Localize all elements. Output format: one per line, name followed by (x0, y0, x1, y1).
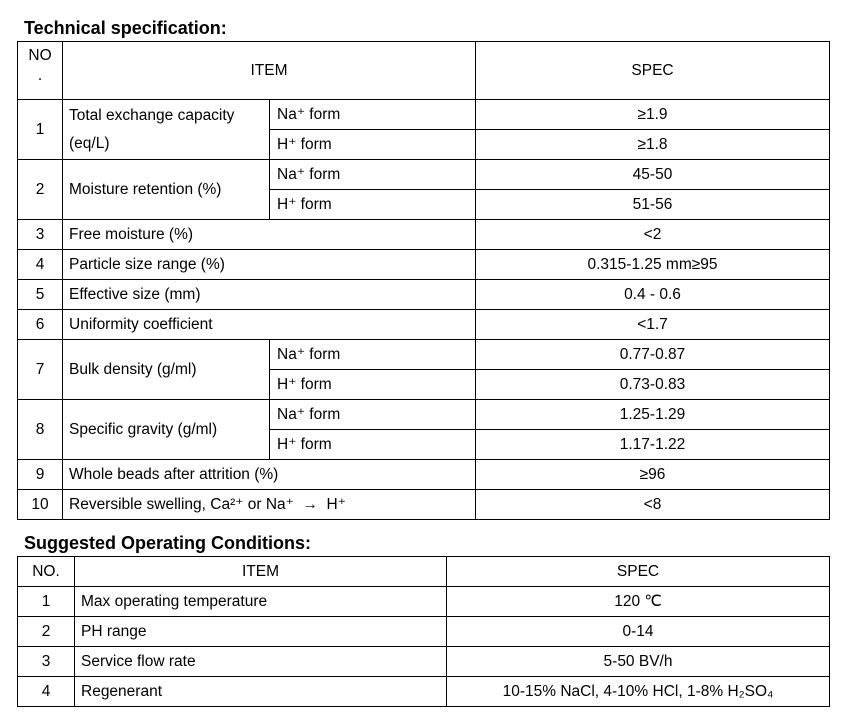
table-row (18, 220, 830, 250)
row-spec: 10-15% NaCl, 4-10% HCl, 1-8% H₂SO₄ (447, 677, 830, 707)
operating-conditions-table (17, 556, 830, 707)
row-no: 2 (18, 160, 63, 220)
row-spec: 0.315-1.25 mm≥95 (476, 250, 830, 280)
row-spec: 45-50 (476, 160, 830, 190)
row-spec: 5-50 BV/h (447, 647, 830, 677)
table-row (18, 340, 830, 370)
header-no: NO. (18, 557, 75, 587)
row-spec: 0.77-0.87 (476, 340, 830, 370)
row-spec: 120 ℃ (447, 587, 830, 617)
row-no: 7 (18, 340, 63, 400)
row-no: 8 (18, 400, 63, 460)
row-no: 10 (18, 490, 63, 520)
row-item: Uniformity coefficient (63, 310, 476, 340)
row-no: 5 (18, 280, 63, 310)
operating-conditions-title: Suggested Operating Conditions: (24, 533, 311, 553)
table-row (18, 647, 830, 677)
row-spec: 1.25-1.29 (476, 400, 830, 430)
row-item: Max operating temperature (75, 587, 447, 617)
row-no: 3 (18, 220, 63, 250)
row-form: Na⁺ form (270, 160, 476, 190)
row-spec: ≥96 (476, 460, 830, 490)
header-item: ITEM (75, 557, 447, 587)
table-header-row (18, 557, 830, 587)
row-item: PH range (75, 617, 447, 647)
table-row (18, 310, 830, 340)
table-row (18, 677, 830, 707)
row-item: Total exchange capacity (eq/L) (63, 100, 270, 160)
row-item: Effective size (mm) (63, 280, 476, 310)
row-no: 3 (18, 647, 75, 677)
row-spec: ≥1.8 (476, 130, 830, 160)
row-item: Regenerant (75, 677, 447, 707)
row-no: 1 (18, 587, 75, 617)
tech-spec-title: Technical specification: (24, 18, 227, 38)
row-spec: 51-56 (476, 190, 830, 220)
row-spec: <8 (476, 490, 830, 520)
row-form: Na⁺ form (270, 340, 476, 370)
header-item: ITEM (63, 42, 476, 100)
row-form: H⁺ form (270, 190, 476, 220)
row-spec: <2 (476, 220, 830, 250)
table-row (18, 617, 830, 647)
row-no: 4 (18, 677, 75, 707)
row-item: Service flow rate (75, 647, 447, 677)
row-item: Reversible swelling, Ca²⁺ or Na⁺ → H⁺ (63, 490, 476, 520)
table-row (18, 587, 830, 617)
row-item: Free moisture (%) (63, 220, 476, 250)
table-row (18, 490, 830, 520)
header-no: NO . (18, 42, 63, 100)
row-no: 9 (18, 460, 63, 490)
row-no: 2 (18, 617, 75, 647)
table-row (18, 250, 830, 280)
row-no: 4 (18, 250, 63, 280)
row-spec: 1.17-1.22 (476, 430, 830, 460)
row-item: Whole beads after attrition (%) (63, 460, 476, 490)
row-form: Na⁺ form (270, 400, 476, 430)
table-row (18, 280, 830, 310)
row-form: H⁺ form (270, 370, 476, 400)
row-item: Bulk density (g/ml) (63, 340, 270, 400)
table-row (18, 400, 830, 430)
row-form: H⁺ form (270, 430, 476, 460)
row-no: 6 (18, 310, 63, 340)
header-spec: SPEC (476, 42, 830, 100)
table-header-row (18, 42, 830, 100)
row-spec: 0.73-0.83 (476, 370, 830, 400)
table-row (18, 100, 830, 130)
row-form: Na⁺ form (270, 100, 476, 130)
row-item: Specific gravity (g/ml) (63, 400, 270, 460)
row-spec: 0-14 (447, 617, 830, 647)
row-form: H⁺ form (270, 130, 476, 160)
row-item: Moisture retention (%) (63, 160, 270, 220)
row-spec: ≥1.9 (476, 100, 830, 130)
row-spec: 0.4 - 0.6 (476, 280, 830, 310)
tech-spec-table (17, 41, 830, 520)
table-row (18, 460, 830, 490)
table-row (18, 160, 830, 190)
row-no: 1 (18, 100, 63, 160)
row-item: Particle size range (%) (63, 250, 476, 280)
header-spec: SPEC (447, 557, 830, 587)
row-spec: <1.7 (476, 310, 830, 340)
